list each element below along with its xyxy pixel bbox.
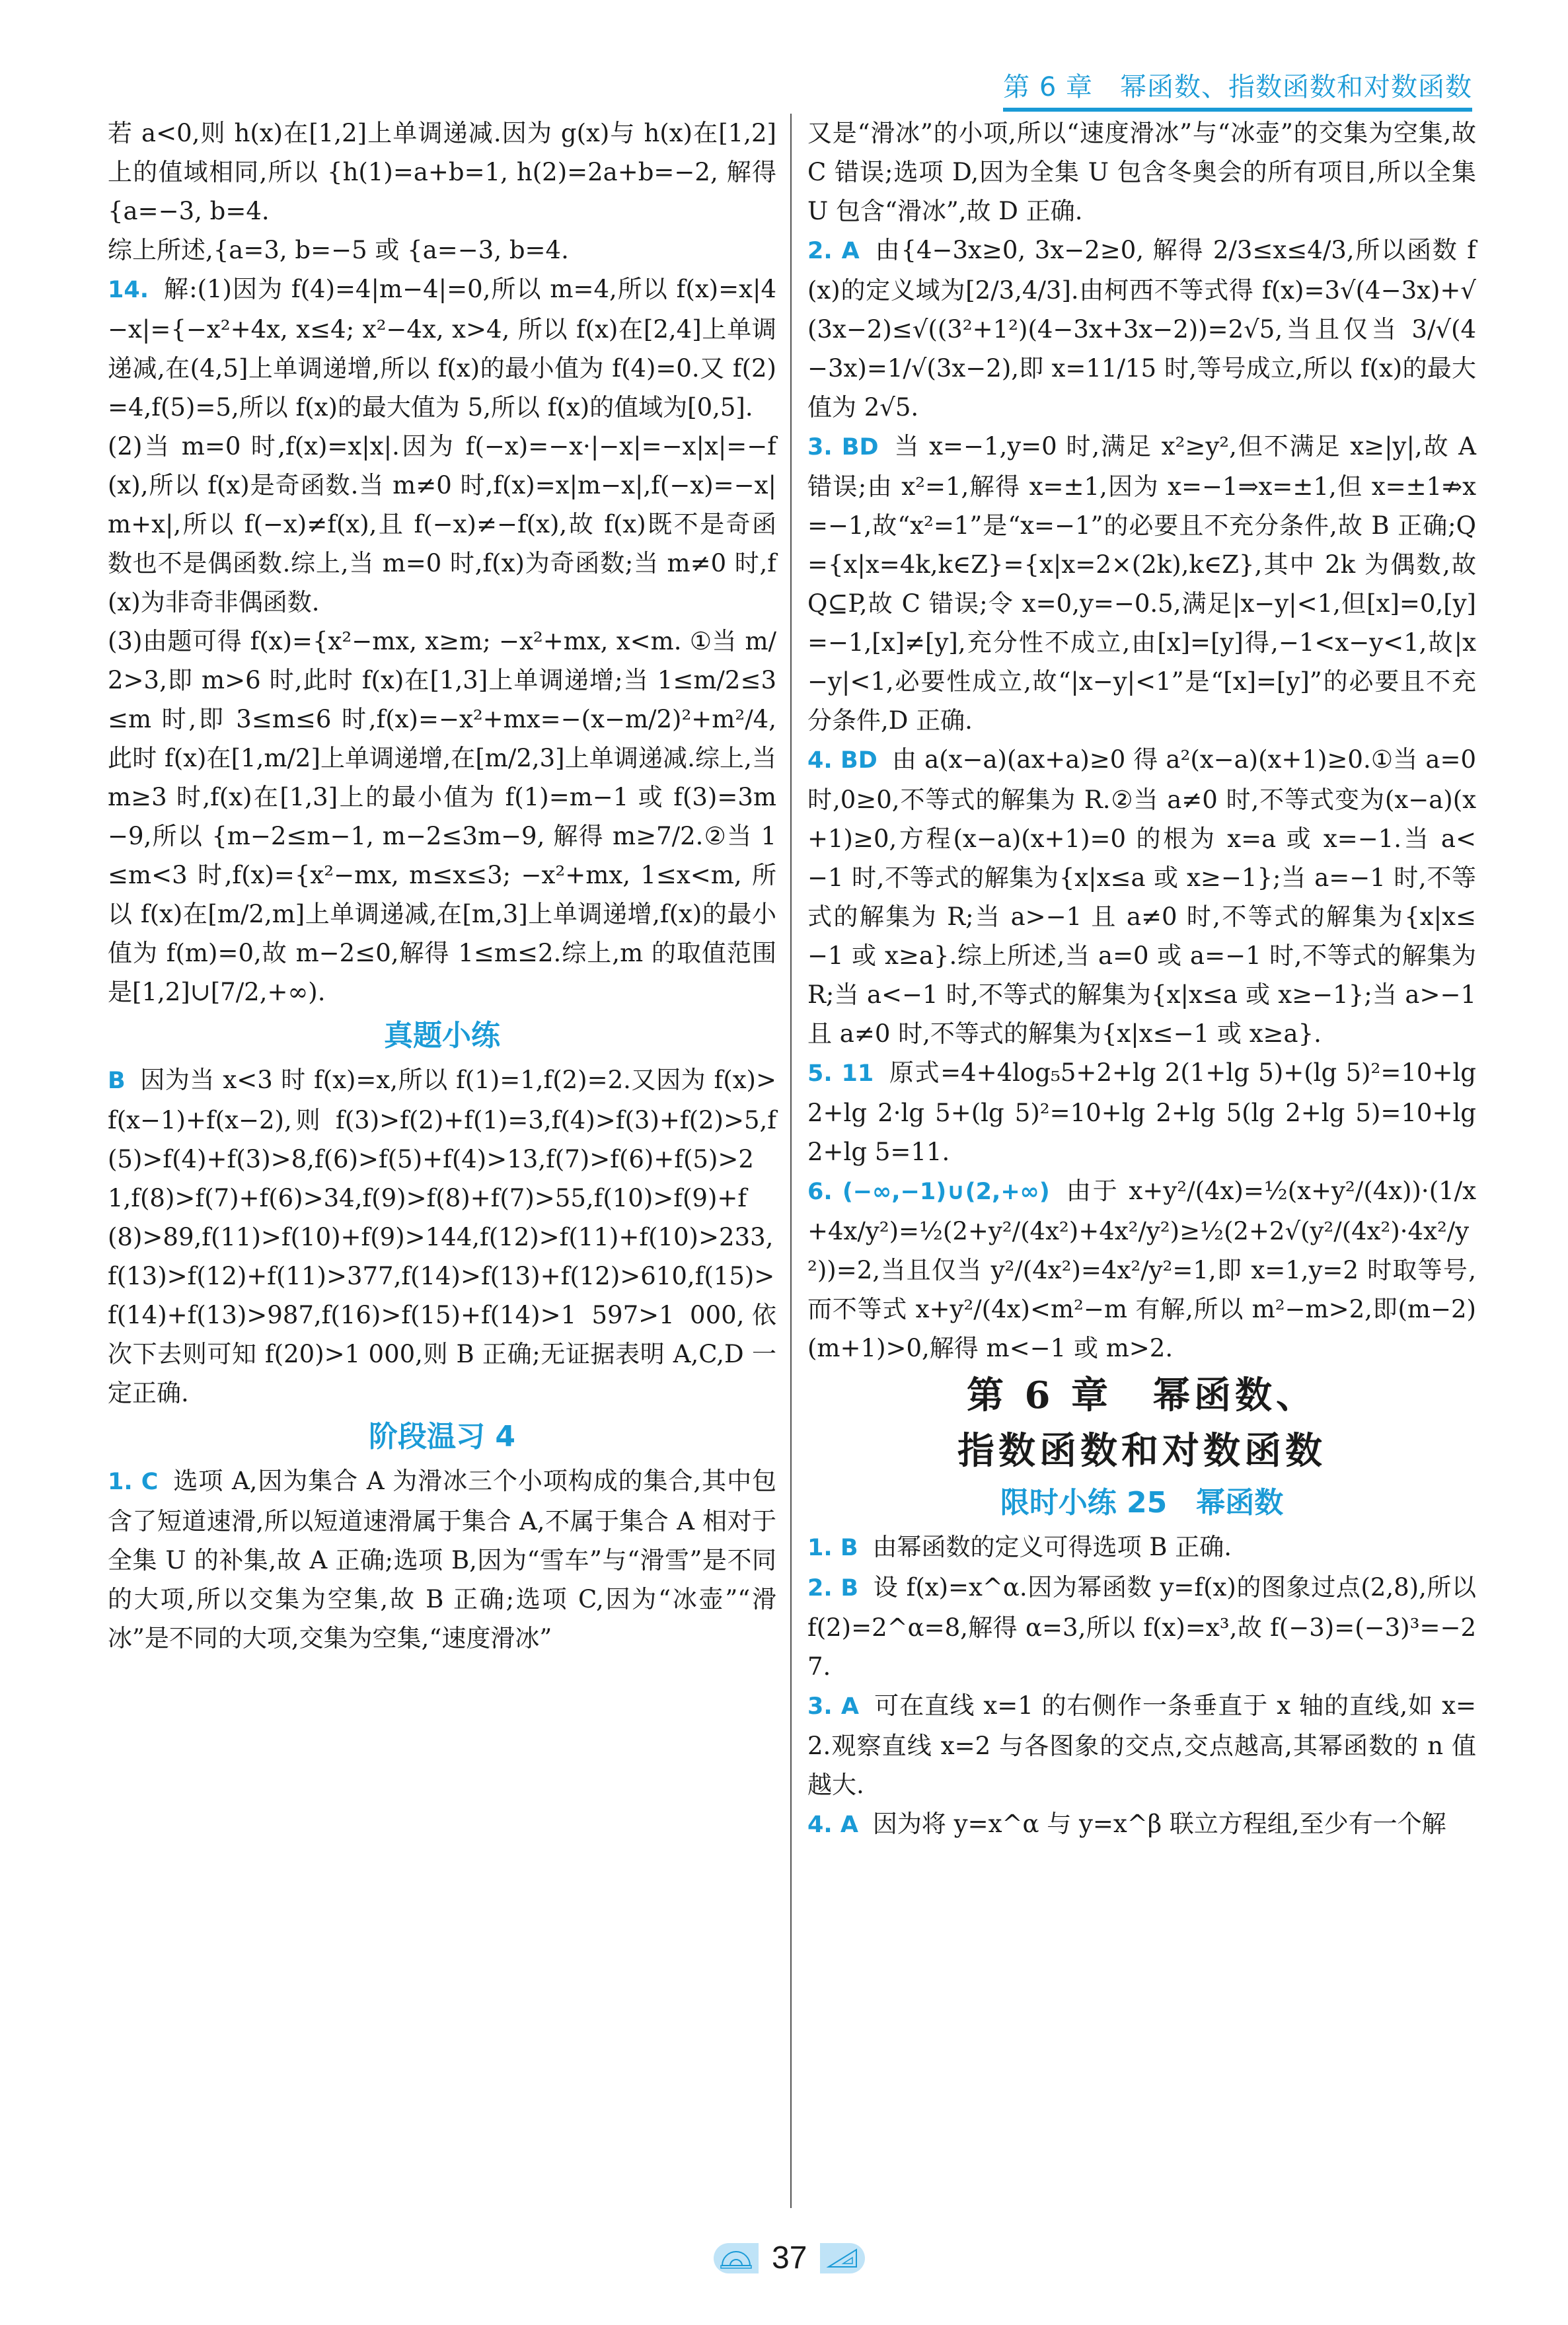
answer-paragraph [807,114,1476,231]
answer-paragraph [807,1053,1476,1171]
answer-paragraph [108,114,776,231]
answer-text: 因为将 y=x^α 与 y=x^β 联立方程组,至少有一个解 [872,1810,1446,1838]
section-heading: 阶段温习 4 [369,1420,515,1454]
answer-text: (2)当 m=0 时,f(x)=x|x|.因为 f(−x)=−x·|−x|=−x|x|=−f(x),所以 f(x)是奇函数.当 m≠0 时,f(x)=x|m−x|,f(−x)=−x|m+x|,所以 f(−x)≠f(x),且 f(−x)≠−f(x),故 f(x)既不是奇函数也不是偶函数.综上,当 m=0 时,f(x)为奇函数;当 m≠0 时,f(x)为非奇非偶函数. [108,432,776,616]
chapter-title: 第 6 章 幂函数、 [967,1374,1317,1417]
answer-text: 由幂函数的定义可得选项 B 正确. [872,1533,1232,1561]
column-divider [790,114,792,2208]
section-heading: 限时小练 25 幂函数 [1000,1486,1284,1520]
answer-text: 又是“滑冰”的小项,所以“速度滑冰”与“冰壶”的交集为空集,故 C 错误;选项 D,因为全集 U 包含冬奥会的所有项目,所以全集 U 包含“滑冰”,故 D 正确. [807,119,1476,225]
answer-text: 若 a<0,则 h(x)在[1,2]上单调递减.因为 g(x)与 h(x)在[1,2]上的值域相同,所以 {h(1)=a+b=1, h(2)=2a+b=−2, 解得 {a=−3, b=4. [108,119,776,225]
set-square-icon [820,2243,865,2273]
answer-text: 由于 x+y²/(4x)=½(x+y²/(4x))·(1/x+4x/y²)=½(2+y²/(4x²)+4x²/y²)≥½(2+2√(y²/(4x²)·4x²/y²))=2,当且仅当 y²/(4x²)=4x²/y²=1,即 x=1,y=2 时取等号,而不等式 x+y²/(4x)<m²−m 有解,所以 m²−m>2,即(m−2)(m+1)>0,解得 m<−1 或 m>2. [807,1177,1476,1362]
answer-label: 1. B [807,1535,858,1561]
answer-label: 4. A [807,1812,858,1838]
answer-paragraph [807,1686,1476,1804]
answer-paragraph [807,1528,1476,1568]
answer-text: 解:(1)因为 f(4)=4|m−4|=0,所以 m=4,所以 f(x)=x|4−x|={−x²+4x, x≤4; x²−4x, x>4, 所以 f(x)在[2,4]上单调递减,在(4,5]上单调递增,所以 f(x)的最小值为 f(4)=0.又 f(2)=4,f(5)=5,所以 f(x)的最大值为 5,所以 f(x)的值域为[0,5]. [108,275,776,422]
answer-text: 原式=4+4log₅5+2+lg 2(1+lg 5)+(lg 5)²=10+lg 2+lg 2·lg 5+(lg 5)²=10+lg 2+lg 5(lg 2+lg 5)=10+lg 2+lg 5=11. [807,1058,1476,1166]
answer-paragraph [108,1060,776,1413]
answer-text: 因为当 x<3 时 f(x)=x,所以 f(1)=1,f(2)=2.又因为 f(x)>f(x−1)+f(x−2),则 f(3)>f(2)+f(1)=3,f(4)>f(3)+f(2)>5,f(5)>f(4)+f(3)>8,f(6)>f(5)+f(4)>13,f(7)>f(6)+f(5)>21,f(8)>f(7)+f(6)>34,f(9)>f(8)+f(7)>55,f(10)>f(9)+f(8)>89,f(11)>f(10)+f(9)>144,f(12)>f(11)+f(10)>233,f(13)>f(12)+f(11)>377,f(14)>f(13)+f(12)>610,f(15)>f(14)+f(13)>987,f(16)>f(15)+f(14)>1 597>1 000,依次下去则可知 f(20)>1 000,则 B 正确;无证据表明 A,C,D 一定正确. [108,1066,776,1407]
answer-paragraph [807,427,1476,740]
answer-paragraph [108,1461,776,1658]
answer-label: 5. 11 [807,1060,874,1087]
left-column [108,114,776,1658]
answer-paragraph [108,427,776,622]
answer-text: 选项 A,因为集合 A 为滑冰三个小项构成的集合,其中包含了短道速滑,所以短道速滑属于集合 A,不属于集合 A 相对于全集 U 的补集,故 A 正确;选项 B,因为“雪车”与“滑雪”是不同的大项,所以交集为空集,故 B 正确;选项 C,因为“冰壶”“滑冰”是不同的大项,交集为空集,“速度滑冰” [108,1467,776,1652]
answer-paragraph [108,231,776,270]
answer-text: (3)由题可得 f(x)={x²−mx, x≥m; −x²+mx, x<m. ①当 m/2>3,即 m>6 时,此时 f(x)在[1,3]上单调递增;当 1≤m/2≤3≤m 时,即 3≤m≤6 时,f(x)=−x²+mx=−(x−m/2)²+m²/4,此时 f(x)在[1,m/2]上单调递增,在[m/2,3]上单调递减.综上,当 m≥3 时,f(x)在[1,3]上的最小值为 f(1)=m−1 或 f(3)=3m−9,所以 {m−2≤m−1, m−2≤3m−9, 解得 m≥7/2.②当 1≤m<3 时,f(x)={x²−mx, m≤x≤3; −x²+mx, 1≤x<m, 所以 f(x)在[m/2,m]上单调递减,在[m,3]上单调递增,f(x)的最小值为 f(m)=0,故 m−2≤0,解得 1≤m≤2.综上,m 的取值范围是[1,2]∪[7/2,+∞). [108,627,776,1006]
answer-text: 可在直线 x=1 的右侧作一条垂直于 x 轴的直线,如 x=2.观察直线 x=2 与各图象的交点,交点越高,其幂函数的 n 值越大. [807,1691,1476,1799]
answer-paragraph [807,231,1476,427]
answer-text: 当 x=−1,y=0 时,满足 x²≥y²,但不满足 x≥|y|,故 A 错误;由 x²=1,解得 x=±1,因为 x=−1⇒x=±1,但 x=±1⇏x=−1,故“x²=1”是“x=−1”的必要且不充分条件,故 B 正确;Q={x|x=4k,k∈Z}={x|x=2×(2k),k∈Z},其中 2k 为偶数,故 Q⊆P,故 C 错误;令 x=0,y=−0.5,满足|x−y|<1,但[x]=0,[y]=−1,[x]≠[y],充分性不成立,由[x]=[y]得,−1<x−y<1,故|x−y|<1,必要性成立,故“|x−y|<1”是“[x]=[y]”的必要且不充分条件,D 正确. [807,432,1476,735]
chapter-title: 指数函数和对数函数 [957,1429,1326,1473]
page-number: 37 [772,2240,807,2275]
answer-paragraph [807,1171,1476,1368]
answer-label: 1. C [108,1469,159,1495]
answer-label: B [108,1068,126,1094]
answer-label: 3. A [807,1693,860,1720]
answer-text: 设 f(x)=x^α.因为幂函数 y=f(x)的图象过点(2,8),所以 f(2)=2^α=8,解得 α=3,所以 f(x)=x³,故 f(−3)=(−3)³=−27. [807,1573,1476,1681]
answer-paragraph [108,622,776,1012]
protractor-icon [714,2243,759,2273]
chapter-header: 第 6 章 幂函数、指数函数和对数函数 [1003,66,1472,112]
answer-paragraph [807,1804,1476,1845]
answer-text: 由 a(x−a)(ax+a)≥0 得 a²(x−a)(x+1)≥0.①当 a=0 时,0≥0,不等式的解集为 R.②当 a≠0 时,不等式变为(x−a)(x+1)≥0,方程(x−a)(x+1)=0 的根为 x=a 或 x=−1.当 a<−1 时,不等式的解集为{x|x≤a 或 x≥−1};当 a=−1 时,不等式的解集为 R;当 a>−1 且 a≠0 时,不等式的解集为{x|x≤−1 或 x≥a}.综上所述,当 a=0 或 a=−1 时,不等式的解集为 R;当 a<−1 时,不等式的解集为{x|x≤a 或 x≥−1};当 a>−1 且 a≠0 时,不等式的解集为{x|x≤−1 或 x≥a}. [807,745,1476,1048]
answer-paragraph [108,270,776,427]
answer-text: 由{4−3x≥0, 3x−2≥0, 解得 2/3≤x≤4/3,所以函数 f(x)的定义域为[2/3,4/3].由柯西不等式得 f(x)=3√(4−3x)+√(3x−2)≤√((3²+1²)(4−3x+3x−2))=2√5,当且仅当 3/√(4−3x)=1/√(3x−2),即 x=11/15 时,等号成立,所以 f(x)的最大值为 2√5. [807,236,1476,422]
answer-label: 14. [108,277,149,303]
section-heading: 真题小练 [384,1019,500,1052]
answer-label: 6. (−∞,−1)∪(2,+∞) [807,1179,1050,1205]
answer-paragraph [807,740,1476,1053]
page-footer [714,2240,865,2276]
answer-label: 4. BD [807,747,877,774]
answer-text: 综上所述,{a=3, b=−5 或 {a=−3, b=4. [108,236,569,264]
answer-paragraph [807,1568,1476,1686]
answer-label: 2. A [807,238,860,264]
right-column [807,114,1476,1845]
answer-label: 3. BD [807,434,879,461]
answer-label: 2. B [807,1575,859,1602]
